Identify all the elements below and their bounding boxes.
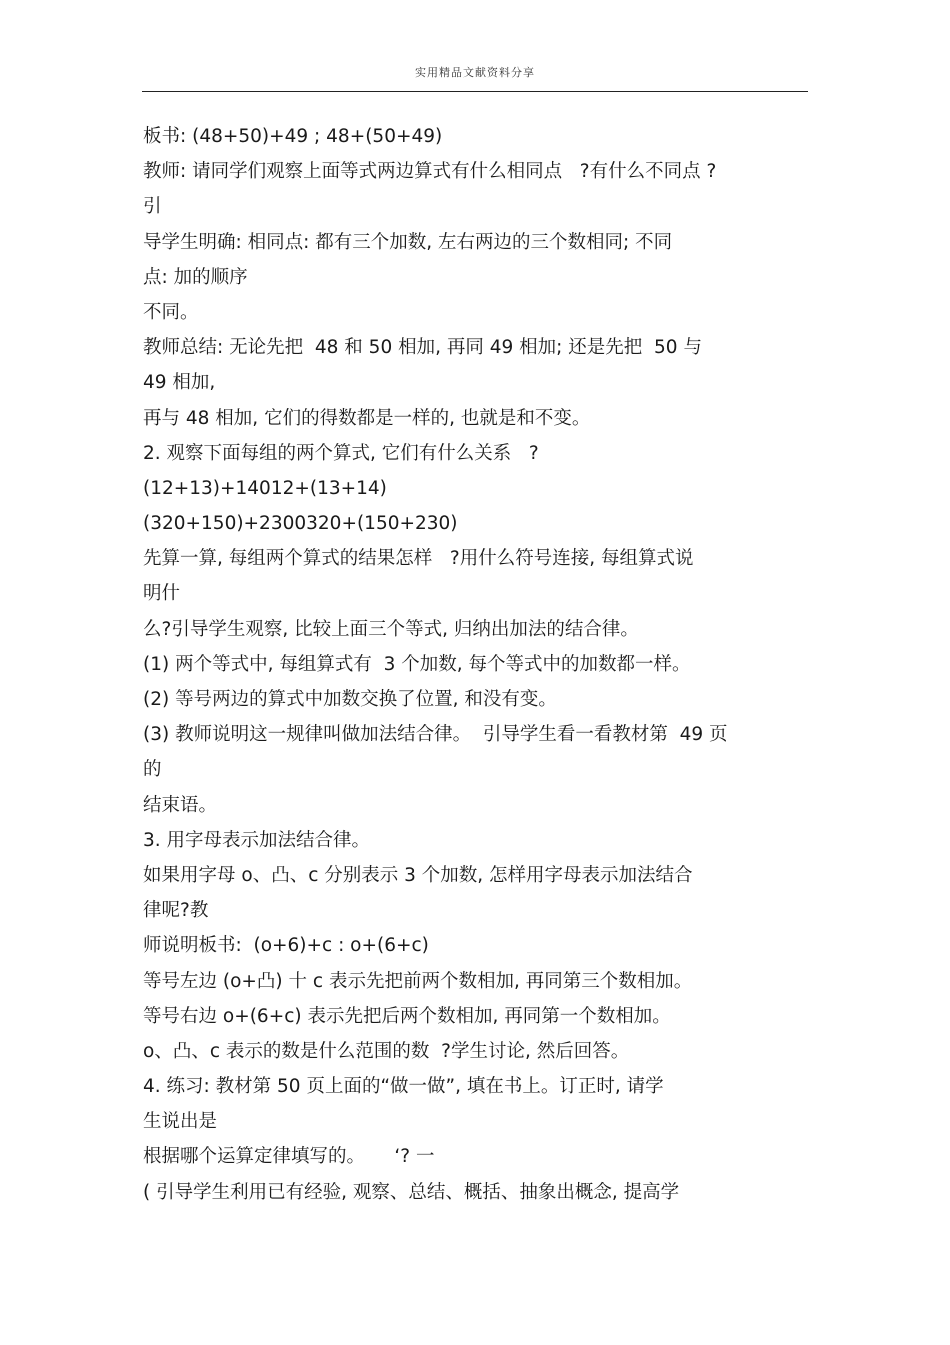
text-line: (1) 两个等式中, 每组算式有 3 个加数, 每个等式中的加数都一样。 (143, 653, 691, 675)
text-line: 律呢?教 (143, 900, 209, 922)
text-line: 根据哪个运算定律填写的。 ‘? 一 (143, 1146, 435, 1168)
text-line: 等号右边 o+(6+c) 表示先把后两个数相加, 再同第一个数相加。 (143, 1005, 671, 1027)
text-line: (12+13)+14012+(13+14) (143, 477, 387, 499)
text-line: 如果用字母 o、凸、c 分别表示 3 个加数, 怎样用字母表示加法结合 (143, 864, 693, 886)
document-body (143, 119, 813, 1210)
header-divider (142, 91, 808, 92)
text-line: (3) 教师说明这一规律叫做加法结合律。 引导学生看一看教材第 49 页 (143, 724, 728, 746)
text-line: 2. 观察下面每组的两个算式, 它们有什么关系 ? (143, 442, 539, 464)
text-line: 先算一算, 每组两个算式的结果怎样 ?用什么符号连接, 每组算式说 (143, 548, 694, 570)
text-line: (320+150)+2300320+(150+230) (143, 513, 458, 535)
text-line: 不同。 (143, 301, 199, 323)
text-line: 的 (143, 759, 162, 781)
text-line: 等号左边 (o+凸) 十 c 表示先把前两个数相加, 再同第三个数相加。 (143, 970, 693, 992)
text-line: 4. 练习: 教材第 50 页上面的“做一做”, 填在书上。订正时, 请学 (143, 1076, 664, 1098)
text-line: 3. 用字母表示加法结合律。 (143, 829, 371, 851)
text-line: 49 相加, (143, 372, 216, 394)
text-line: 点: 加的顺序 (143, 266, 248, 288)
text-line: 教师总结: 无论先把 48 和 50 相加, 再同 49 相加; 还是先把 50 与 (143, 337, 702, 359)
text-line: 结束语。 (143, 794, 218, 816)
text-line: ( 引导学生利用已有经验, 观察、总结、概括、抽象出概念, 提高学 (143, 1181, 680, 1203)
text-line: 生说出是 (143, 1111, 218, 1133)
text-line: 师说明板书: (o+6)+c : o+(6+c) (143, 935, 429, 957)
text-line: 导学生明确: 相同点: 都有三个加数, 左右两边的三个数相同; 不同 (143, 231, 673, 253)
text-line: 教师: 请同学们观察上面等式两边算式有什么相同点 ?有什么不同点 ? (143, 161, 717, 183)
text-line: 引 (143, 196, 162, 218)
text-line: 板书: (48+50)+49 ; 48+(50+49) (143, 126, 443, 147)
text-line: 明什 (143, 583, 181, 605)
text-line: 再与 48 相加, 它们的得数都是一样的, 也就是和不变。 (143, 407, 591, 429)
text-line: 么?引导学生观察, 比较上面三个等式, 归纳出加法的结合律。 (143, 618, 639, 640)
text-line: o、凸、c 表示的数是什么范围的数 ?学生讨论, 然后回答。 (143, 1040, 630, 1062)
page-header-title: 实用精品文献资料分享 (415, 66, 535, 79)
text-line: (2) 等号两边的算式中加数交换了位置, 和没有变。 (143, 689, 557, 710)
